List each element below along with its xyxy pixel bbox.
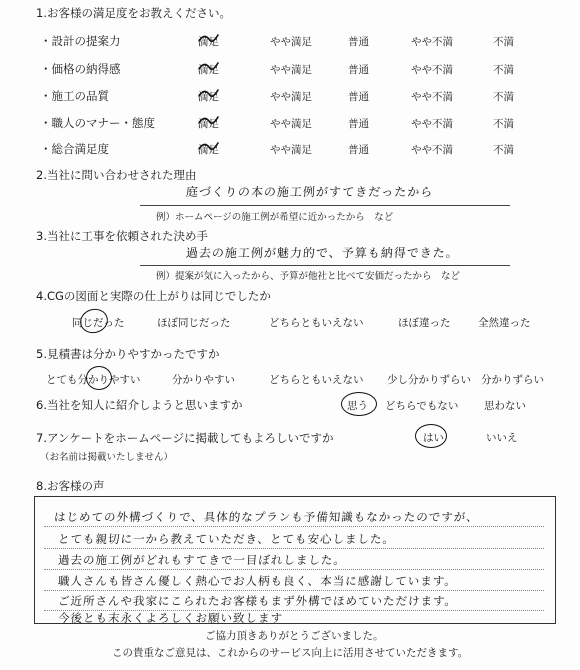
footer-thanks: ご協力頂きありがとうございました。	[205, 630, 384, 642]
q7-option-no[interactable]: いいえ	[486, 432, 518, 444]
ruled-line	[44, 526, 544, 527]
q1-option-somewhat-dissatisfied[interactable]: やや不満	[411, 144, 453, 156]
q7-title: 7.アンケートをホームページに掲載してもよろしいですか	[36, 431, 334, 445]
q1-option-satisfied[interactable]: 満足	[198, 36, 219, 48]
q1-row-label: ・設計の提案力	[40, 34, 121, 48]
q1-option-somewhat-satisfied[interactable]: やや満足	[270, 91, 312, 103]
customer-voice-line: 職人さんも皆さん優しく熱心でお人柄も良く、本当に感謝しています。	[57, 574, 458, 588]
check-mark-icon	[196, 84, 222, 106]
q5-option-unclear[interactable]: 分かりずらい	[481, 374, 544, 386]
q1-option-somewhat-satisfied[interactable]: やや満足	[270, 36, 312, 48]
q1-option-dissatisfied[interactable]: 不満	[493, 64, 514, 76]
q1-option-satisfied[interactable]: 満足	[198, 118, 219, 130]
q7-note: （お名前は掲載いたしません）	[40, 452, 174, 463]
q1-option-neutral[interactable]: 普通	[348, 36, 369, 48]
q2-answer: 庭づくりの本の施工例がすてきだったから	[185, 185, 434, 199]
q5-option-neither[interactable]: どちらともいえない	[269, 374, 364, 386]
ruled-line	[44, 590, 544, 591]
q1-row-label: ・価格の納得感	[40, 62, 121, 76]
q1-option-neutral[interactable]: 普通	[348, 118, 369, 130]
q5-option-slightly-unclear[interactable]: 少し分かりずらい	[387, 374, 471, 386]
customer-voice-line: はじめての外構づくりで、具体的なプランも予備知識もなかったのですが、	[53, 510, 480, 524]
q1-title: 1.お客様の満足度をお教えください。	[36, 6, 231, 20]
q4-option-neither[interactable]: どちらともいえない	[269, 317, 364, 329]
q1-option-dissatisfied[interactable]: 不満	[493, 91, 514, 103]
q2-title: 2.当社に問い合わせされた理由	[36, 168, 197, 182]
q6-option-neither[interactable]: どちらでもない	[385, 400, 459, 412]
q3-answer: 過去の施工例が魅力的で、予算も納得できた。	[185, 246, 460, 260]
q4-title: 4.CGの図面と実際の仕上がりは同じでしたか	[36, 289, 271, 303]
q1-option-dissatisfied[interactable]: 不満	[493, 144, 514, 156]
q4-option-same[interactable]: 同じだった	[72, 317, 125, 329]
q1-option-neutral[interactable]: 普通	[348, 91, 369, 103]
q1-option-satisfied[interactable]: 満足	[198, 144, 219, 156]
q7-option-yes[interactable]: はい	[423, 432, 444, 444]
q1-option-dissatisfied[interactable]: 不満	[493, 118, 514, 130]
footer-note: この貴重なご意見は、これからのサービス向上に活用させていただきます。	[112, 647, 469, 659]
q1-option-somewhat-dissatisfied[interactable]: やや不満	[411, 64, 453, 76]
q5-option-clear[interactable]: 分かりやすい	[172, 374, 235, 386]
check-mark-icon	[196, 111, 222, 133]
q1-row-label: ・総合満足度	[40, 142, 109, 156]
q1-option-somewhat-satisfied[interactable]: やや満足	[270, 64, 312, 76]
q3-title: 3.当社に工事を依頼された決め手	[36, 229, 208, 243]
q1-option-somewhat-dissatisfied[interactable]: やや不満	[411, 118, 453, 130]
q8-title: 8.お客様の声	[36, 479, 105, 493]
q6-title: 6.当社を知人に紹介しようと思いますか	[36, 398, 243, 412]
q4-option-almost-same[interactable]: ほぼ同じだった	[157, 317, 231, 329]
q3-example: 例）提案が気に入ったから、予算が他社と比べて安価だったから など	[156, 271, 461, 282]
q1-option-somewhat-dissatisfied[interactable]: やや不満	[411, 36, 453, 48]
q1-option-somewhat-dissatisfied[interactable]: やや不満	[411, 91, 453, 103]
q6-option-no[interactable]: 思わない	[484, 400, 526, 412]
q1-option-satisfied[interactable]: 満足	[198, 64, 219, 76]
q2-example: 例）ホームページの施工例が希望に近かったから など	[156, 212, 394, 223]
q4-option-different[interactable]: 全然違った	[478, 317, 531, 329]
q5-selection-circle	[86, 366, 112, 390]
q1-option-somewhat-satisfied[interactable]: やや満足	[270, 144, 312, 156]
q1-option-somewhat-satisfied[interactable]: やや満足	[270, 118, 312, 130]
customer-voice-line: とても親切に一から教えていただき、とても安心しました。	[57, 532, 396, 546]
q7-selection-circle	[415, 424, 447, 448]
q3-answer-underline	[140, 265, 510, 266]
customer-voice-line: 過去の施工例がどれもすてきで一目ぼれしました。	[57, 553, 347, 567]
q6-option-yes[interactable]: 思う	[347, 400, 368, 412]
q4-selection-circle	[77, 306, 110, 336]
check-mark-icon	[196, 29, 222, 51]
ruled-line	[44, 569, 544, 570]
q1-option-neutral[interactable]: 普通	[348, 144, 369, 156]
q2-answer-underline	[140, 205, 510, 206]
q6-selection-circle	[341, 392, 377, 416]
q5-title: 5.見積書は分かりやすかったですか	[36, 347, 220, 361]
customer-voice-line: ご近所さんや我家にこられたお客様もまず外構でほめていただけます。	[57, 594, 458, 608]
q1-option-satisfied[interactable]: 満足	[198, 91, 219, 103]
customer-voice-line: 今後とも末永くよろしくお願い致します	[57, 611, 284, 625]
q1-option-neutral[interactable]: 普通	[348, 64, 369, 76]
q5-option-very-clear[interactable]: とても分かりやすい	[46, 374, 141, 386]
ruled-line	[44, 548, 544, 549]
q1-row-label: ・職人のマナー・態度	[40, 116, 155, 130]
q1-row-label: ・施工の品質	[40, 89, 109, 103]
q1-option-dissatisfied[interactable]: 不満	[493, 36, 514, 48]
check-mark-icon	[196, 137, 222, 159]
q4-option-almost-different[interactable]: ほぼ違った	[398, 317, 451, 329]
check-mark-icon	[196, 57, 222, 79]
